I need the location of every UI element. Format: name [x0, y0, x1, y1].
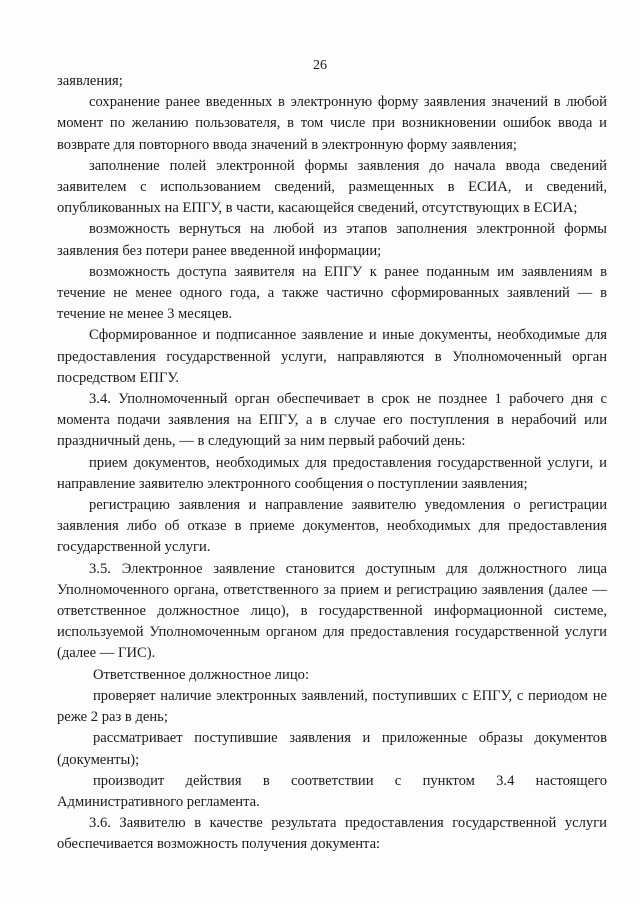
paragraph: проверяет наличие электронных заявлений, поступивших с ЕПГУ, с периодом не реже 2 раз в день; [57, 687, 607, 726]
paragraph: рассматривает поступившие заявления и приложенные образы документов (документы); [57, 730, 607, 768]
paragraph: 3.6. Заявителю в качестве результата предоставления государственной услуги обеспечивается возможность получения документа: [57, 815, 607, 853]
paragraph: 3.5. Электронное заявление становится доступным для должностного лица Уполномоченного органа, ответственного за прием и регистрацию заявления (далее — ответственное должностное лицо), в государственной информационной системе, используемой Уполномоченным органом для предоставления государственной услуги (далее — ГИС). [57, 560, 607, 662]
document-body [57, 71, 607, 856]
paragraph: 3.4. Уполномоченный орган обеспечивает в срок не позднее 1 рабочего дня с момента подачи заявления на ЕПГУ, а в случае его поступления в нерабочий или праздничный день, — в следующий за ним первый рабочий день: [57, 391, 607, 450]
paragraph: прием документов, необходимых для предоставления государственной услуги, и направление заявителю электронного сообщения о поступлении заявления; [57, 454, 607, 492]
paragraph: заполнение полей электронной формы заявления до начала ввода сведений заявителем с использованием сведений, размещенных в ЕСИА, и сведений, опубликованных на ЕПГУ, в части, касающейся сведений, отсутствующих в ЕСИА; [57, 157, 607, 217]
paragraph: возможность доступа заявителя на ЕПГУ к ранее поданным им заявлениям в течение не менее одного года, а также частично сформированных заявлений — в течение не менее 3 месяцев. [57, 263, 607, 323]
page-number: 26 [313, 58, 327, 73]
paragraph: возможность вернуться на любой из этапов заполнения электронной формы заявления без потери ранее введенной информации; [57, 221, 607, 259]
paragraph: Сформированное и подписанное заявление и иные документы, необходимые для предоставления государственной услуги, направляются в Уполномоченный орган посредством ЕПГУ. [57, 327, 607, 386]
paragraph: производит действия в соответствии с пунктом 3.4 настоящего Административного регламента. [57, 772, 607, 810]
paragraph: заявления; [57, 73, 123, 89]
paragraph: регистрацию заявления и направление заявителю уведомления о регистрации заявления либо об отказе в приеме документов, необходимых для предоставления государственной услуги. [57, 497, 607, 556]
paragraph: Ответственное должностное лицо: [93, 666, 309, 683]
paragraph: сохранение ранее введенных в электронную форму заявления значений в любой момент по желанию пользователя, в том числе при возникновении ошибок ввода и возврате для повторного ввода значений в электронную форму заявления; [57, 94, 607, 153]
